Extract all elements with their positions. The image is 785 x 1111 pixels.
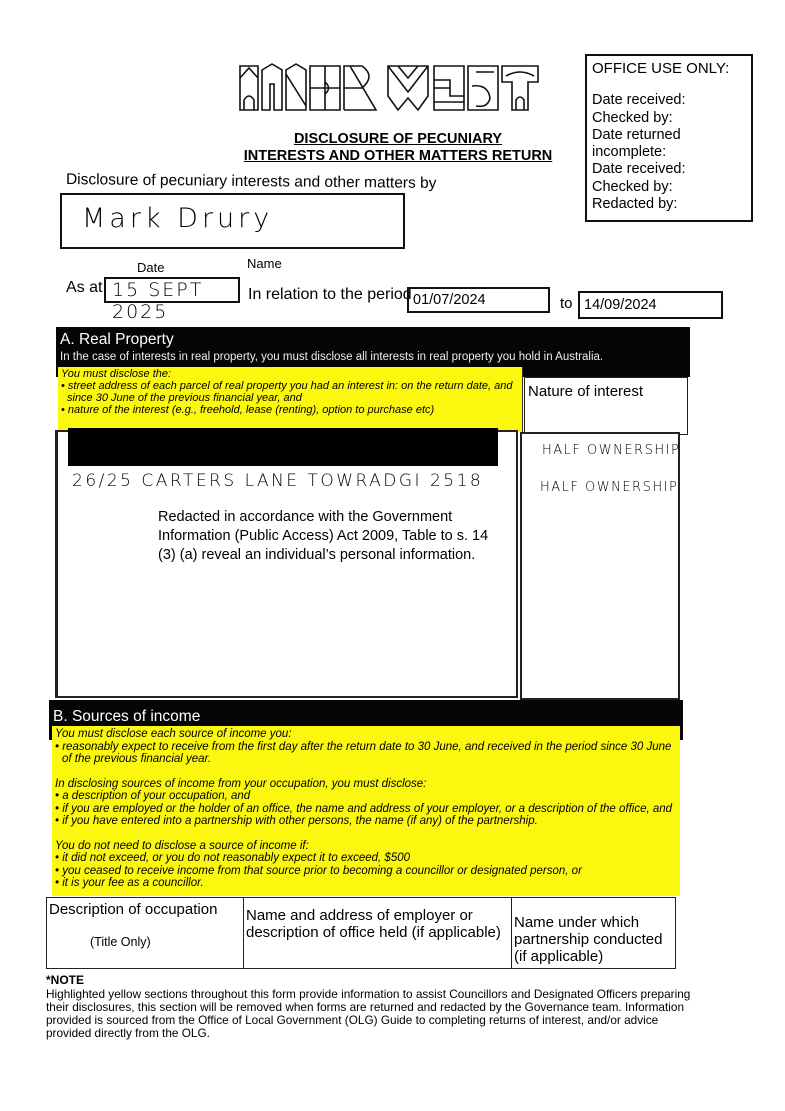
redaction-block <box>68 428 498 466</box>
date-caption: Date <box>137 260 165 275</box>
form-title-line2: INTERESTS AND OTHER MATTERS RETURN <box>243 148 553 164</box>
office-use-line: Checked by: <box>592 109 673 126</box>
period-to-label: to <box>560 295 573 312</box>
form-title-line1: DISCLOSURE OF PECUNIARY <box>293 131 503 147</box>
office-use-box <box>585 54 753 222</box>
office-use-line: Redacted by: <box>592 196 678 213</box>
section-a-heading: A. Real Property <box>60 331 174 348</box>
guidance-intro: You do not need to disclose a source of income if: <box>55 839 309 852</box>
office-use-line: Date received: <box>592 92 686 109</box>
note-heading: *NOTE <box>46 973 85 987</box>
period-label: In relation to the period <box>248 286 412 303</box>
office-use-line: Checked by: <box>592 178 673 195</box>
partnership-header: Name under which partnership conducted (if applicable) <box>514 914 663 965</box>
guidance-bullet: • nature of the interest (e.g., freehold, lease (renting), option to purchase etc) <box>61 404 435 416</box>
nature-of-interest-header: Nature of interest <box>524 377 688 435</box>
name-field[interactable] <box>60 193 405 249</box>
nature-of-interest-field[interactable] <box>520 432 680 700</box>
form-title <box>200 131 596 165</box>
guidance-bullet: • you ceased to receive income from that source prior to becoming a councillor or designated person, or <box>55 864 582 877</box>
section-a-guidance <box>58 367 523 432</box>
period-from-field[interactable]: 01/07/2024 <box>407 287 550 313</box>
as-at-label: As at <box>66 279 103 296</box>
office-use-line: incomplete: <box>592 144 667 161</box>
occupation-header: Description of occupation <box>49 901 218 918</box>
title-only-caption: (Title Only) <box>90 935 151 949</box>
guidance-intro: You must disclose the: <box>61 368 172 380</box>
inner-west-logo <box>238 62 562 114</box>
note-text: Highlighted yellow sections throughout this form provide information to assist Councillors and Designated Officers preparing their disclosures, this section will be removed when forms are returned and redacted by the Governance team. Information provided is sourced from the Office of Local Government (OLG) Guide to completing returns of interest, and/or advice provided directly from the OLG. <box>46 987 691 1040</box>
guidance-intro: In disclosing sources of income from your occupation, you must disclose: <box>55 777 427 790</box>
name-value: Mark Drury <box>82 203 274 234</box>
disclosure-by-label: Disclosure of pecuniary interests and other matters by <box>65 171 437 192</box>
guidance-bullet: • it did not exceed, or you do not reasonably expect it to exceed, $500 <box>55 852 411 864</box>
as-at-date-field[interactable]: 15 SEPT 2025 <box>104 277 240 303</box>
employer-column[interactable] <box>244 898 512 968</box>
income-table <box>46 897 676 969</box>
guidance-bullet: • street address of each parcel of real property you had an interest in: on the return date, and since 30 June of the previous financial year, and <box>61 380 513 404</box>
partnership-column[interactable] <box>512 898 675 968</box>
nature-entry: HALF OWNERSHIP <box>540 480 679 495</box>
guidance-bullet: • if you have entered into a partnership with other persons, the name (if any) of the partnership. <box>55 815 538 827</box>
guidance-bullet: • if you are employed or the holder of an office, the name and address of your employer, or a description of the office, and <box>55 802 673 815</box>
office-use-heading: OFFICE USE ONLY: <box>592 60 730 77</box>
section-b-heading: B. Sources of income <box>53 708 201 725</box>
guidance-bullet: • reasonably expect to receive from the first day after the return date to 30 June, and received in the period since 30 June of the previous financial year. <box>55 740 672 765</box>
section-a-subheading: In the case of interests in real property, you must disclose all interests in real property you hold in Australia. <box>60 351 604 363</box>
address-entry: 26/25 CARTERS LANE TOWRADGI 2518 <box>72 471 484 491</box>
guidance-bullet: • a description of your occupation, and <box>55 790 251 802</box>
section-b-guidance <box>52 726 680 896</box>
period-to-field[interactable]: 14/09/2024 <box>578 291 723 319</box>
name-caption: Name <box>247 256 282 271</box>
guidance-intro: You must disclose each source of income you: <box>55 728 292 740</box>
office-use-line: Date returned <box>592 126 681 143</box>
guidance-bullet: • it is your fee as a councillor. <box>55 877 204 889</box>
redaction-note: Redacted in accordance with the Government Information (Public Access) Act 2009, Table to s. 14 (3) (a) reveal an individual’s personal information. <box>158 509 489 563</box>
nature-entry: HALF OWNERSHIP <box>542 443 681 458</box>
office-use-line: Date received: <box>592 161 686 178</box>
employer-header: Name and address of employer or description of office held (if applicable) <box>246 907 501 941</box>
occupation-column[interactable] <box>47 898 244 968</box>
